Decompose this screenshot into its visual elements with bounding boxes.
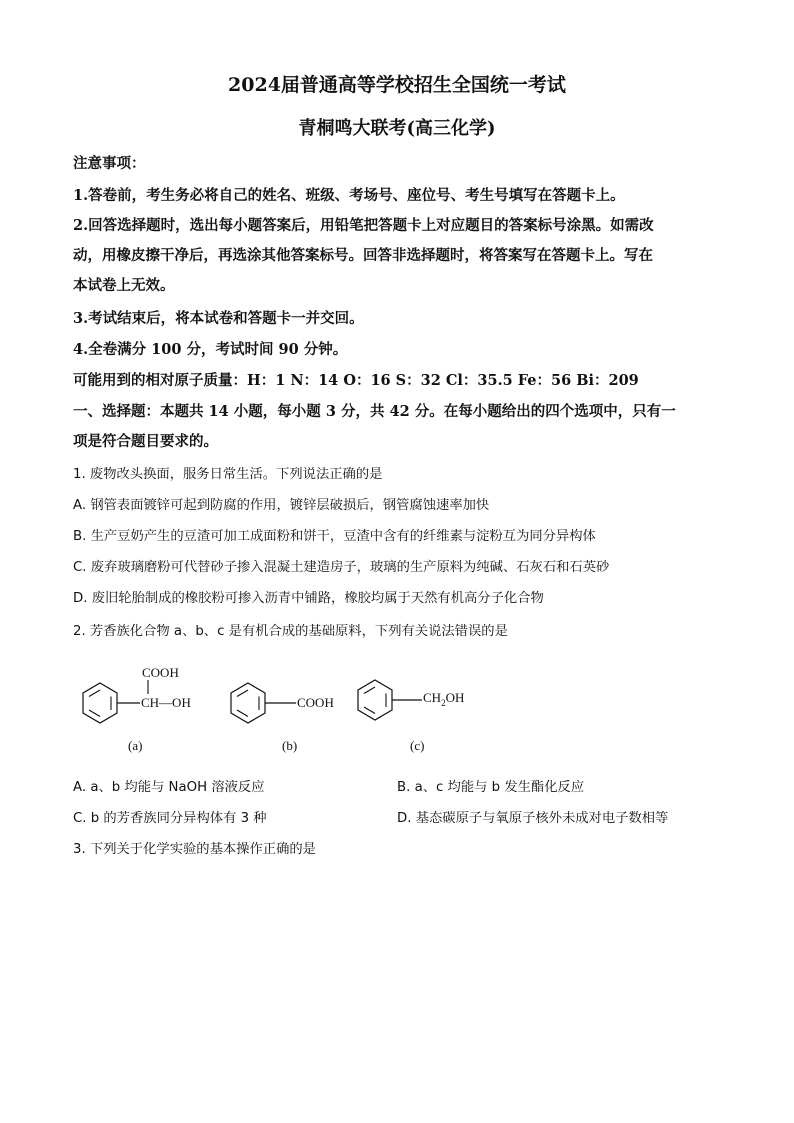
section-1-heading-line-1: 一、选择题：本题共 14 小题，每小题 3 分，共 42 分。在每小题给出的四个选项中，只有一 [73,403,676,420]
q2-option-a: A. a、b 均能与 NaOH 溶液反应 [73,780,265,795]
notice-item-2-line-2: 动，用橡皮擦干净后，再选涂其他答案标号。回答非选择题时，将答案写在答题卡上。写在 [73,247,653,264]
structure-b [231,683,334,753]
q1-option-a: A. 钢管表面镀锌可起到防腐的作用，镀锌层破损后，钢管腐蚀速率加快 [73,498,490,513]
q1-option-c: C. 废弃玻璃磨粉可代替砂子掺入混凝土建造房子，玻璃的生产原料为纯碱、石灰石和石英砂 [73,560,610,575]
structure-a-side-group: CH—OH [141,695,191,710]
structure-c-oh: OH [445,690,465,705]
q1-stem: 1. 废物改头换面，服务日常生活。下列说法正确的是 [73,467,383,482]
notice-item-3: 3.考试结束后，将本试卷和答题卡一并交回。 [73,310,364,327]
structure-a-top-group: COOH [142,665,179,680]
notice-item-2-line-1: 2.回答选择题时，选出每小题答案后，用铅笔把答题卡上对应题目的答案标号涂黑。如需改 [73,217,654,234]
notice-item-2-line-3: 本试卷上无效。 [73,277,175,294]
notice-item-1: 1.答卷前，考生务必将自己的姓名、班级、考场号、座位号、考生号填写在答题卡上。 [73,187,625,204]
q1-option-d: D. 废旧轮胎制成的橡胶粉可掺入沥青中铺路，橡胶均属于天然有机高分子化合物 [73,591,544,606]
structure-a-label: (a) [128,738,143,753]
q2-option-d: D. 基态碳原子与氧原子核外未成对电子数相等 [397,811,669,826]
svg-text:CH2OH [423,690,464,708]
structure-c [358,680,464,753]
section-1-heading-line-2: 项是符合题目要求的。 [73,433,218,450]
notice-heading: 注意事项： [73,155,146,172]
structure-b-group: COOH [297,695,334,710]
q2-option-b: B. a、c 均能与 b 发生酯化反应 [397,780,585,795]
q2-stem: 2. 芳香族化合物 a、b、c 是有机合成的基础原料，下列有关说法错误的是 [73,624,508,639]
q1-option-b: B. 生产豆奶产生的豆渣可加工成面粉和饼干，豆渣中含有的纤维素与淀粉互为同分异构体 [73,529,596,544]
notice-item-4: 4.全卷满分 100 分，考试时间 90 分钟。 [73,341,348,358]
q2-option-c: C. b 的芳香族同分异构体有 3 种 [73,811,267,826]
structure-c-ch: CH [423,690,442,705]
atomic-masses: 可能用到的相对原子质量：H：1 N：14 O：16 S：32 Cl：35.5 Fe：56 Bi：209 [73,372,639,389]
exam-title: 2024届普通高等学校招生全国统一考试 [228,74,566,96]
exam-subtitle: 青桐鸣大联考(高三化学) [298,118,496,139]
structure-b-label: (b) [282,738,298,753]
q2-structures [60,650,480,760]
structure-a [83,665,191,753]
q3-stem: 3. 下列关于化学实验的基本操作正确的是 [73,842,316,857]
structure-c-subscript: 2 [441,698,446,708]
structure-c-label: (c) [410,738,425,753]
